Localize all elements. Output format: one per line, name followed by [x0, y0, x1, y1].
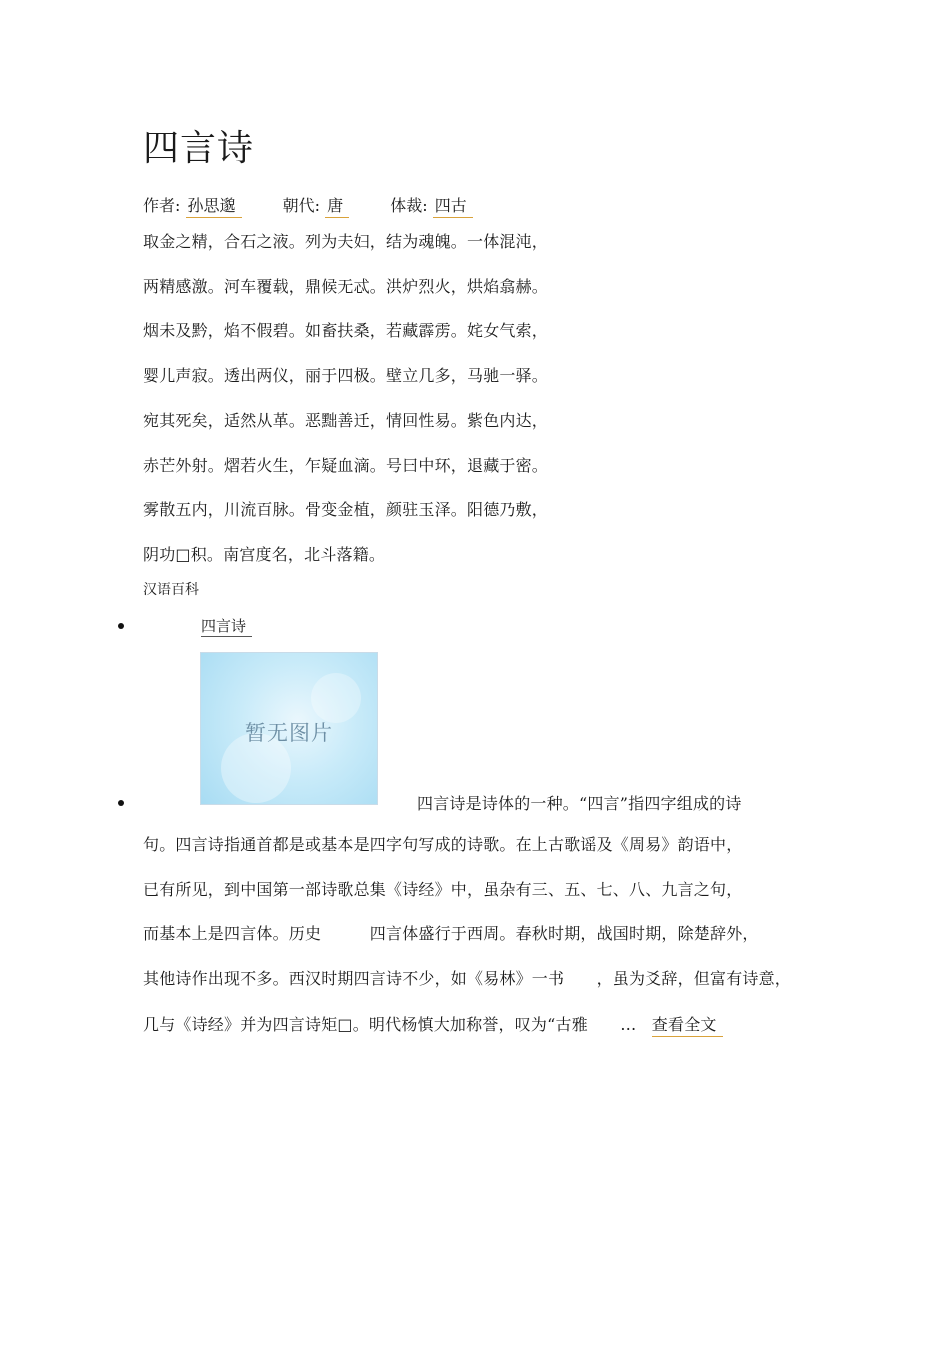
- summary-line: 而基本上是四言体。历史 四言体盛行于西周。春秋时期，战国时期，除楚辞外，: [143, 924, 759, 943]
- poem-line: 赤芒外射。熠若火生，乍疑血滴。号曰中环，退藏于密。: [143, 456, 549, 475]
- poem-line: 雾散五内，川流百脉。骨变金植，颜驻玉泽。阳德乃敷，: [143, 500, 549, 519]
- summary-line: 已有所见，到中国第一部诗歌总集《诗经》中，虽杂有三、五、七、八、九言之句，: [143, 880, 743, 899]
- no-image-text: 暂无图片: [245, 721, 333, 745]
- decorative-bubble: [311, 673, 361, 723]
- view-full-text-link[interactable]: 查看全文: [652, 1012, 723, 1037]
- genre-link[interactable]: 四古: [433, 193, 473, 218]
- genre-group: [390, 193, 473, 218]
- author-label: 作者:: [143, 196, 181, 215]
- dynasty-link[interactable]: 唐: [325, 193, 349, 218]
- list-bullet: [118, 800, 124, 806]
- poem-line: 宛其死矣，适然从革。恶黜善迁，情回性易。紫色内达，: [143, 411, 549, 430]
- genre-label: 体裁:: [390, 196, 428, 215]
- entry-image-placeholder: [200, 652, 378, 805]
- summary-text: 几与《诗经》并为四言诗矩□。明代杨慎大加称誉，叹为“古雅 …: [143, 1015, 637, 1034]
- poem-line: 婴儿声寂。透出两仪，丽于四极。壁立几多，马驰一驿。: [143, 366, 549, 385]
- summary-line: 句。四言诗指通首都是或基本是四字句写成的诗歌。在上古歌谣及《周易》韵语中，: [143, 835, 743, 854]
- poem-line: 两精感激。河车覆载，鼎候无忒。洪炉烈火，烘焰翕赫。: [143, 277, 549, 296]
- list-bullet: [118, 623, 124, 629]
- summary-line-last: [143, 1012, 723, 1037]
- entry-title-link[interactable]: 四言诗: [201, 615, 252, 637]
- dynasty-label: 朝代:: [282, 196, 321, 215]
- page-title: 四言诗: [143, 128, 255, 169]
- poem-meta: [143, 193, 509, 218]
- source-label: 汉语百科: [143, 582, 199, 598]
- summary-line: 其他诗作出现不多。西汉时期四言诗不少，如《易林》一书 ，虽为爻辞，但富有诗意，: [143, 969, 792, 988]
- summary-line: 四言诗是诗体的一种。“四言”指四字组成的诗: [417, 794, 742, 813]
- poem-line: 烟未及黔，焰不假碧。如畜扶桑，若藏霹雳。姹女气索，: [143, 321, 549, 340]
- poem-line: 取金之精，合石之液。列为夫妇，结为魂魄。一体混沌，: [143, 232, 549, 251]
- author-group: [143, 193, 242, 218]
- dynasty-group: [283, 193, 350, 218]
- author-link[interactable]: 孙思邈: [186, 193, 242, 218]
- poem-line: 阴功□积。南宫度名，北斗落籍。: [143, 545, 386, 564]
